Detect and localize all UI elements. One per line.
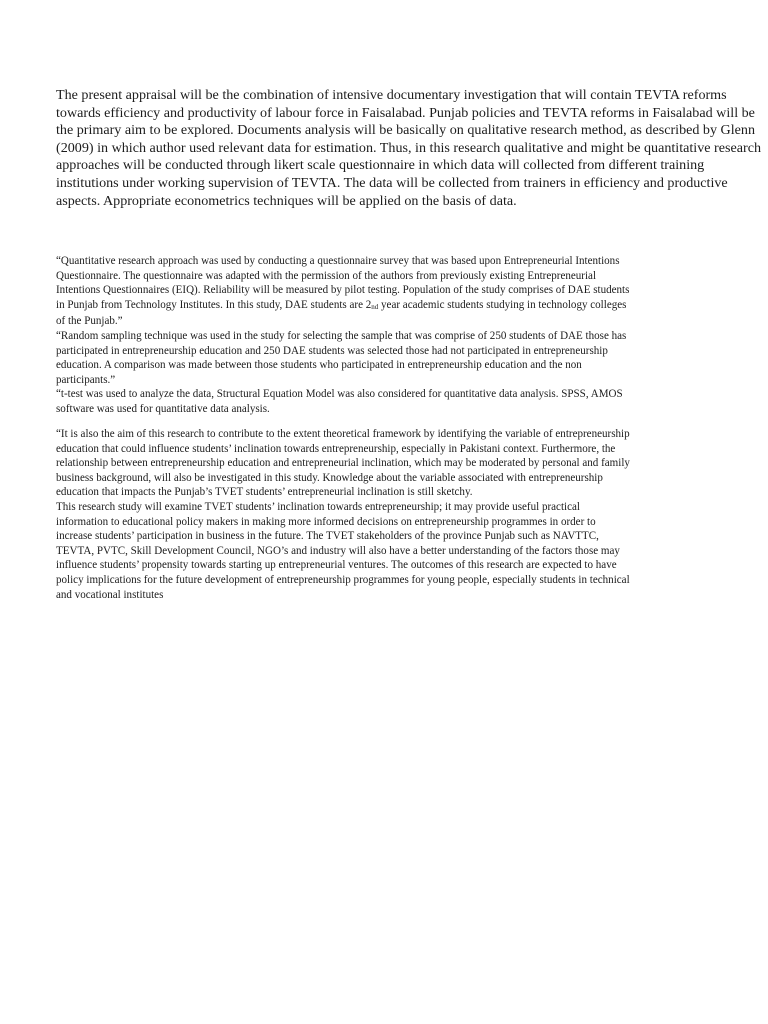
quote-questionnaire-text: “Quantitative research approach was used by conducting a questionnaire survey that was based upon Entrepreneurial Intentions Questionnaire. The questionnaire was adapted with the permission of the authors from previously existing Entrepreneurial Intentions Questionnaires (EIQ). Reliability will be measured by pilot testing. Population of the study comprises of DAE students in Punjab from Technology Institutes. In this study, DAE students are 2 (56, 255, 630, 311)
quote-research-aim: “It is also the aim of this research to contribute to the extent theoretical framework by identifying the variable of entrepreneurship education that could influence students’ inclination towards entrepreneurship, especially in Pakistani context. Furthermore, the relationship between entrepreneurship education and entrepreneurial inclination, which may be moderated by personal and family business background, will also be investigated in this study. Knowledge about the variable associated with entrepreneurship education that impacts the Punjab’s TVET students’ entrepreneurial inclination is still sketchy. (56, 428, 630, 499)
quote-sampling: “Random sampling technique was used in the study for selecting the sample that was comprise of 250 students of DAE those has participated in entrepreneurship education and 250 DAE students was selected those had not participated in entrepreneurship education. A comparison was made between those students who participated in entrepreneurship education and the non participants.” (56, 329, 627, 386)
quote-questionnaire-tail: year academic students studying in technology colleges of the Punjab.” (56, 298, 627, 328)
intro-paragraph: The present appraisal will be the combination of intensive documentary investigation that will contain TEVTA reforms towards efficiency and productivity of labour force in Faisalabad. Punjab policies and TEVTA reforms in Faisalabad will be the primary aim to be explored. Documents analysis will be basically on qualitative research method, as described by Glenn (2009) in which author used relevant data for estimation. Thus, in this research qualitative and might be quantitative research approaches will be conducted through likert scale questionnaire in which data will collected from different training institutions under working supervision of TEVTA. The data will be collected from trainers in efficiency and productive aspects. Appropriate econometrics techniques will be applied on the basis of data. (56, 87, 761, 209)
ordinal-suffix: nd (371, 302, 379, 311)
quote-analysis: “t-test was used to analyze the data, Structural Equation Model was also considered for quantitative data analysis. SPSS, AMOS software was used for quantitative data analysis. (56, 388, 623, 415)
quote-questionnaire (56, 254, 631, 329)
closing-paragraph: This research study will examine TVET students’ inclination towards entrepreneurship; it may provide useful practical information to educational policy makers in making more informed decisions on entrepreneurship programmes in order to increase students’ participation in business in the future. The TVET stakeholders of the province Punjab such as NAVTTC, TEVTA, PVTC, Skill Development Council, NGO’s and industry will also have a better understanding of the factors those may influence students’ propensity towards starting up entrepreneurial ventures. The outcomes of this research are expected to have policy implications for the future development of entrepreneurship programmes for young people, especially students in technical and vocational institutes (56, 500, 630, 601)
quotes-section-methodology (56, 254, 631, 417)
quotes-section-aims (56, 427, 631, 602)
